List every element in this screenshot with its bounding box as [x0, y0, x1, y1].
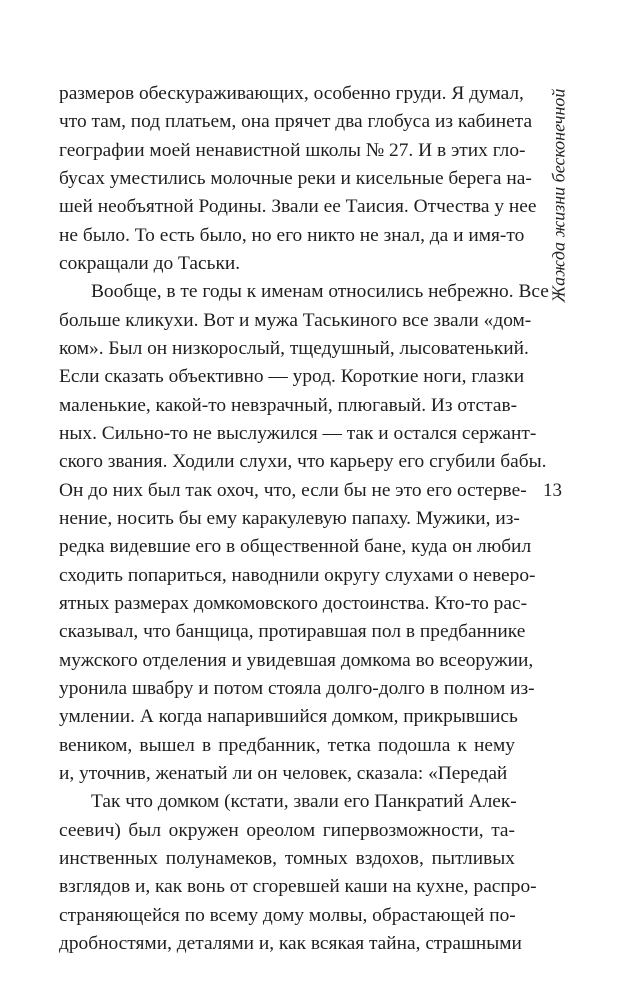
text-line: сказывал, что банщица, протиравшая пол в предбаннике	[59, 621, 526, 643]
text-line: что там, под платьем, она прячет два глобуса из кабинета	[59, 111, 533, 133]
text-line: не было. То есть было, но его никто не знал, да и имя-то	[59, 224, 525, 246]
body-text	[59, 80, 549, 958]
text-line: ком». Был он низкорослый, тщедушный, лысоватенький.	[59, 337, 529, 359]
text-line: Он до них был так охоч, что, если бы не это его остерве-	[59, 479, 527, 501]
text-line: Так что домком (кстати, звали его Панкратий Алек-	[91, 791, 517, 813]
text-line: дробностями, деталями и, как всякая тайна, страшными	[59, 932, 522, 954]
text-line: ятных размерах домкомовского достоинства. Кто-то рас-	[59, 592, 528, 614]
text-line: Вообще, в те годы к именам относились небрежно. Все	[91, 281, 549, 303]
running-head-title: Жажда жизни бесконечной	[548, 88, 569, 303]
text-line: маленькие, какой-то невзрачный, плюгавый. Из отстав-	[59, 394, 518, 416]
text-line: географии моей ненавистной школы № 27. И в этих гло-	[59, 139, 526, 161]
text-line: веником, вышел в предбанник, тетка подошла к нему	[59, 734, 515, 756]
page-number: 13	[543, 480, 562, 501]
text-line: размеров обескураживающих, особенно груди. Я думал,	[59, 83, 524, 104]
text-line: сеевич) был окружен ореолом гипервозможности, та-	[59, 819, 515, 841]
text-line: шей необъятной Родины. Звали ее Таисия. Отчества у нее	[59, 196, 537, 218]
text-line: страняющейся по всему дому молвы, обрастающей по-	[59, 904, 516, 926]
text-line: взглядов и, как вонь от сгоревшей каши на кухне, распро-	[59, 876, 537, 898]
text-line: мужского отделения и увидевшая домкома во всеоружии,	[59, 649, 534, 671]
text-line: редка видевшие его в общественной бане, куда он любил	[59, 536, 532, 558]
text-line: и, уточнив, женатый ли он человек, сказала: «Передай	[59, 762, 508, 784]
text-line: Если сказать объективно — урод. Короткие ноги, глазки	[59, 366, 525, 388]
text-line: ского звания. Ходили слухи, что карьеру его сгубили бабы.	[59, 451, 547, 473]
text-line: уронила швабру и потом стояла долго-долго в полном из-	[59, 677, 535, 699]
text-line: бусах уместились молочные реки и кисельные берега на-	[59, 167, 532, 189]
text-line: нение, носить бы ему каракулевую папаху. Мужики, из-	[59, 507, 520, 529]
text-line: сходить попариться, наводнили округу слухами о неверо-	[59, 564, 536, 586]
text-line: умлении. А когда напарившийся домком, прикрывшись	[59, 706, 518, 728]
text-line: ных. Сильно-то не выслужился — так и остался сержант-	[59, 422, 537, 444]
running-head	[541, 78, 577, 313]
text-line: инственных полунамеков, томных вздохов, пытливых	[59, 847, 515, 869]
text-line: сокращали до Таськи.	[59, 252, 241, 274]
text-line: больше кликухи. Вот и мужа Таськиного все звали «дом-	[59, 309, 532, 331]
